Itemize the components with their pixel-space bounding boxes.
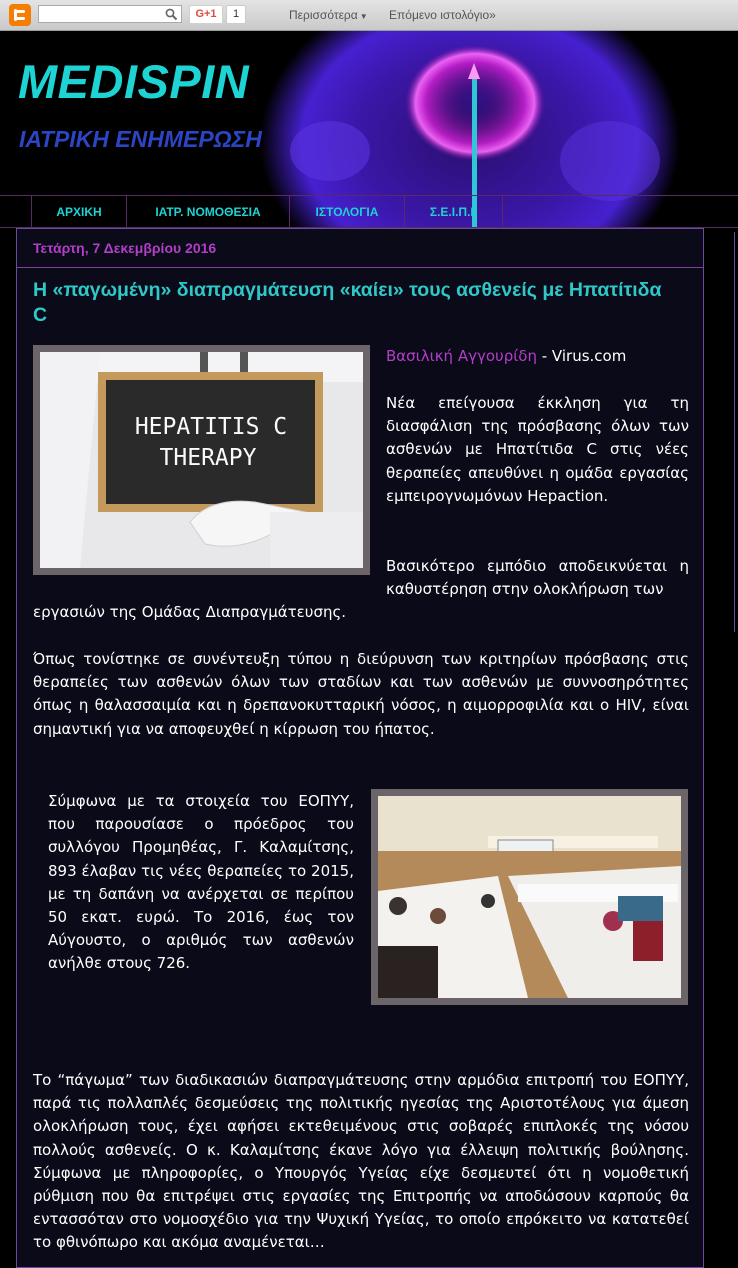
blog-post	[16, 228, 704, 1268]
page-tabs	[0, 195, 738, 228]
next-blog-link[interactable]: Επόμενο ιστολόγιο»	[389, 8, 496, 22]
paragraph-3: Όπως τονίστηκε σε συνέντευξη τύπου η διεύρυνση των κριτηρίων πρόσβασης στις θεραπείες των ασθενών όλων των σταδίων και των ασθενών με συννοσηρότητες όπως η θαλασσαιμία και η δρεπανοκυτταρική νόσος, η αιμορροφιλία και ο HIV, είναι σημαντική για να αποφευχθεί η κίρρωση του ήπατος.	[33, 650, 689, 738]
tab-seipi[interactable]: Σ.Ε.Ι.Π.Ι.	[404, 196, 503, 227]
paragraph-2-end: εργασιών της Ομάδας Διαπραγμάτευσης.	[33, 603, 347, 621]
byline-source: - Virus.com	[536, 347, 627, 365]
plus-one-count: 1	[226, 5, 246, 24]
blogger-logo-icon[interactable]	[9, 4, 31, 26]
post-date: Τετάρτη, 7 Δεκεμβρίου 2016	[33, 240, 217, 256]
google-plus-one-button[interactable]: G+1	[189, 5, 223, 24]
more-menu[interactable]	[289, 8, 368, 22]
caret-down-icon: ▼	[359, 12, 368, 21]
hepatitis-therapy-photo	[40, 352, 363, 568]
blog-description: ΙΑΤΡΙΚΗ ΕΝΗΜΕΡΩΣΗ	[19, 126, 262, 152]
blog-search-input[interactable]	[38, 5, 182, 23]
sidebar-edge	[734, 232, 738, 632]
post-title[interactable]: Η «παγωμένη» διαπραγμάτευση «καίει» τους ασθενείς με Ηπατίτιδα C	[33, 279, 662, 326]
hepatitis-therapy-image[interactable]	[33, 345, 370, 575]
author-link[interactable]: Βασιλική Αγγουρίδη	[386, 347, 537, 365]
chalkboard-line-2: THERAPY	[159, 445, 257, 471]
blog-title[interactable]: MEDISPIN	[18, 55, 250, 108]
search-icon[interactable]	[165, 8, 178, 21]
paragraph-4: Σύμφωνα με τα στοιχεία του ΕΟΠΥΥ, που παρουσίασε ο πρόεδρος του συλλόγου Προμηθέας, Γ. Καλαμίτσης, 893 έλαβαν τις νέες θεραπείες το 2015, με τη δαπάνη να ανέρχεται σε περίπου 50 εκατ. ευρώ. Το 2016, έως τον Αύγουστο, ο αριθμός των ασθενών ανήλθε στους 726.	[48, 792, 354, 973]
tab-blogs[interactable]: ΙΣΤΟΛΟΓΙΑ	[289, 196, 404, 227]
paragraph-5: Το “πάγωμα” των διαδικασιών διαπραγμάτευσης στην αρμόδια επιτροπή του ΕΟΠΥΥ, παρά τις πολλαπλές δεσμεύσεις της πολιτικής ηγεσίας της Αριστοτέλους για άμεση ολοκλήρωση τους, έχει αφήσει εκτεθειμένους στις σοβαρές επιπλοκές της νόσου πολλούς ασθενείς. Ο κ. Καλαμίτσης έκανε λόγο για έλλειψη πολιτικής βούλησης. Σύμφωνα με πληροφορίες, ο Υπουργός Υγείας είχε δεσμευτεί ότι η νομοθετική ρύθμιση που θα επιτρέψει στις εργασίες της Επιτροπής να αποδώσουν καρπούς θα εντασσόταν στο νομοσχέδιο για την Ψυχική Υγείας, το οποίο επρόκειτο να κατατεθεί το φθινόπωρο και ακόμα αναμένεται…	[33, 1071, 689, 1252]
tab-medical-legislation[interactable]: ΙΑΤΡ. ΝΟΜΟΘΕΣΙΑ	[126, 196, 289, 227]
paragraph-1: Νέα επείγουσα έκκληση για τη διασφάλιση της πρόσβασης όλων των ασθενών με Ηπατίτιδα C στις νέες θεραπείες απευθύνει η ομάδα εργασίας εμπειρογνωμόνων Hepaction.	[386, 394, 689, 505]
date-header	[17, 229, 703, 268]
tab-home[interactable]: ΑΡΧΙΚΗ	[31, 196, 126, 227]
paragraph-2-start: Βασικότερο εμπόδιο αποδεικνύεται η καθυστέρηση στην ολοκλήρωση των	[386, 557, 689, 599]
chalkboard-line-1: HEPATITIS C	[134, 414, 288, 440]
blog-header	[0, 31, 738, 231]
press-conference-image[interactable]	[371, 789, 688, 1005]
more-menu-label: Περισσότερα	[289, 8, 358, 22]
press-conference-photo	[378, 796, 681, 998]
byline	[386, 345, 689, 368]
blogger-navbar	[0, 0, 738, 31]
